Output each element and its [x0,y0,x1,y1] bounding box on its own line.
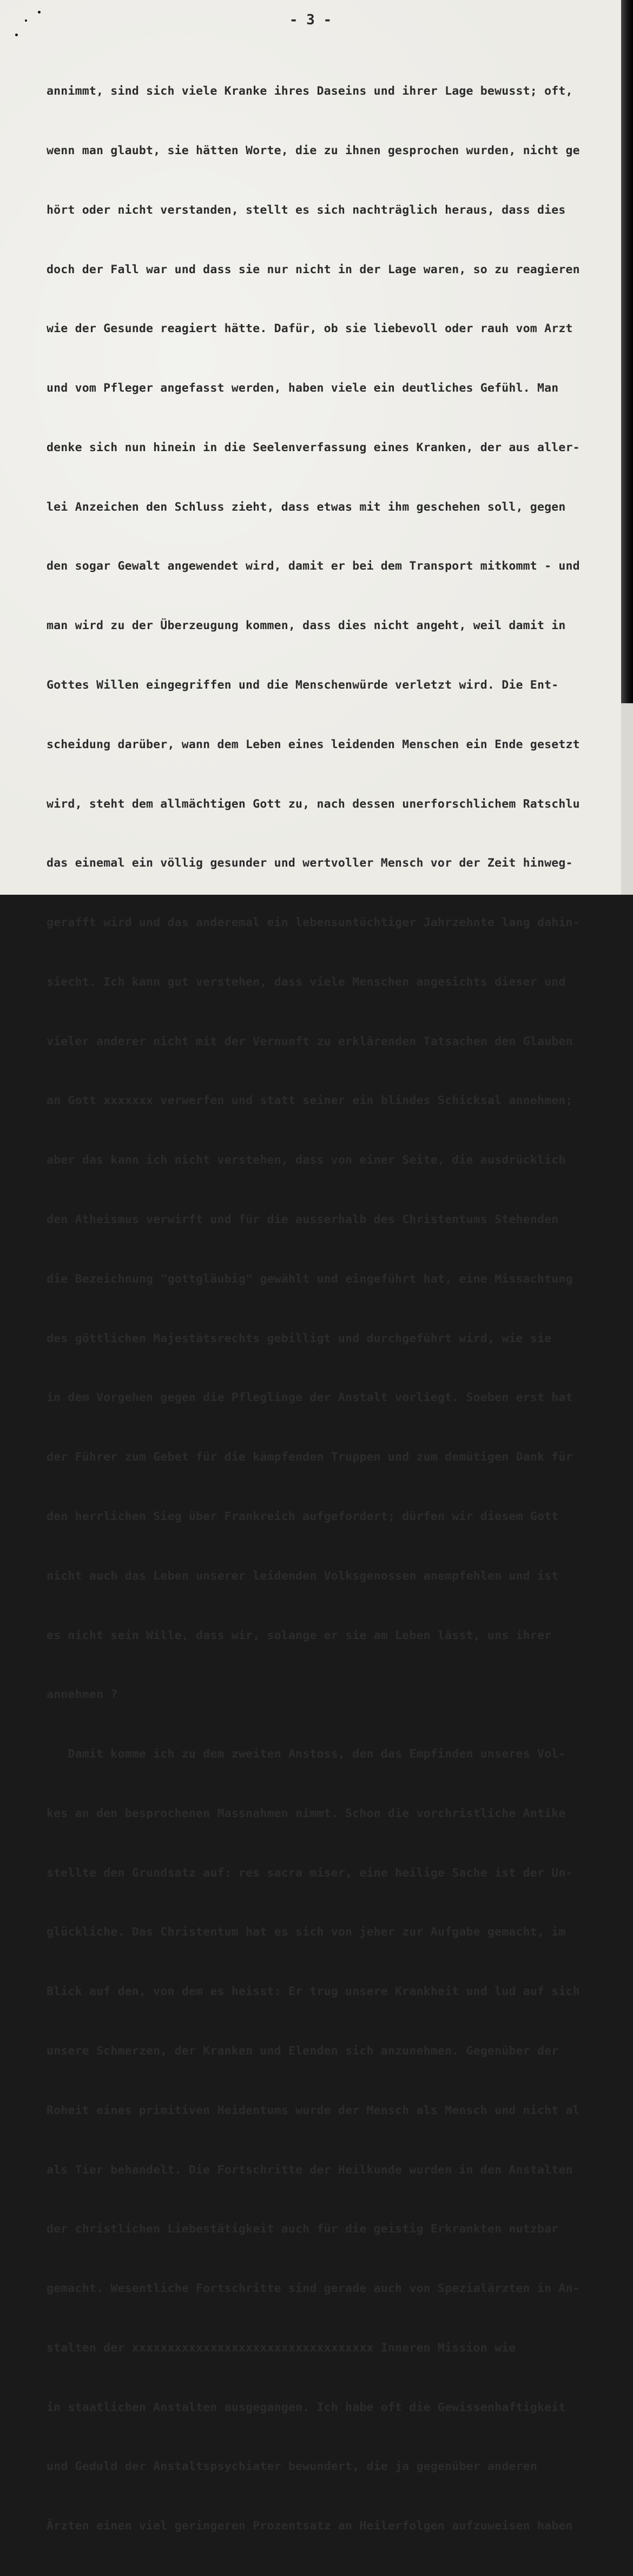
page-number: - 3 - [289,12,332,28]
text-line: nicht auch das Leben unserer leidenden Volksgenossen anempfehlen und ist [47,1569,559,1583]
typewritten-text [47,42,620,2576]
text-line: das einemal ein völlig gesunder und wertvoller Mensch vor der Zeit hinweg- [47,856,573,870]
text-line: gerafft wird und das anderemal ein lebensuntüchtiger Jahrzehnte lang dahin- [47,916,580,930]
text-line: als Tier behandelt. Die Fortschritte der Heilkunde wurden in den Anstalten [47,2163,573,2177]
scan-edge-paper [621,703,633,895]
text-line: den sogar Gewalt angewendet wird, damit er bei dem Transport mitkommt - und [47,559,580,573]
text-line: scheidung darüber, wann dem Leben eines leidenden Menschen ein Ende gesetzt [47,737,580,751]
text-line: doch der Fall war und dass sie nur nicht in der Lage waren, so zu reagieren [47,262,580,276]
text-line: wie der Gesunde reagiert hätte. Dafür, ob sie liebevoll oder rauh vom Arzt [47,322,573,336]
text-line: annehmen ? [47,1688,118,1702]
text-line: wenn man glaubt, sie hätten Worte, die zu ihnen gesprochen wurden, nicht ge [47,143,580,157]
text-line: Damit komme ich zu dem zweiten Anstoss, den das Empfinden unseres Vol- [47,1747,566,1761]
text-line: Gottes Willen eingegriffen und die Menschenwürde verletzt wird. Die Ent- [47,678,559,692]
text-line: es nicht sein Wille, dass wir, solange er sie am Leben lässt, uns ihrer [47,1628,552,1642]
text-line: in staatlichen Anstalten ausgegangen. Ich habe oft die Gewissenhaftigkeit [47,2400,566,2414]
text-line: stalten der xxxxxxxxxxxxxxxxxxxxxxxxxxxxxxxxxx Inneren Mission wie [47,2341,516,2355]
text-line: und vom Pfleger angefasst werden, haben viele ein deutliches Gefühl. Man [47,381,559,395]
text-line: unsere Schmerzen, der Kranken und Elenden sich anzunehmen. Gegenüber der [47,2044,559,2058]
text-line: stellte den Grundsatz auf: res sacra miser, eine heilige Sache ist der Un- [47,1866,573,1880]
stray-mark [15,34,18,36]
text-line: Blick auf den, von dem es heisst: Er trug unsere Krankheit und lud auf sich [47,1985,580,1999]
text-line: in dem Vorgehen gegen die Pfleglinge der Anstalt vorliegt. Soeben erst hat [47,1391,573,1405]
text-line: lei Anzeichen den Schluss zieht, dass etwas mit ihm geschehen soll, gegen [47,500,566,514]
text-line: wird, steht dem allmächtigen Gott zu, nach dessen unerforschlichem Ratschlu [47,797,580,811]
text-line: und Geduld der Anstaltspsychiater bewundert, die ja gegenüber anderen [47,2460,537,2474]
text-line: glückliche. Das Christentum hat es sich von jeher zur Aufgabe gemacht, im [47,1925,566,1939]
text-line: denke sich nun hinein in die Seelenverfassung eines Kranken, der aus aller- [47,440,580,454]
text-line: annimmt, sind sich viele Kranke ihres Daseins und ihrer Lage bewusst; oft, [47,84,573,98]
text-line: der Führer zum Gebet für die kämpfenden Truppen und zum demütigen Dank für [47,1450,573,1464]
text-line: gemacht. Wesentliche Fortschritte sind gerade auch von Spezialärzten in An- [47,2282,580,2296]
text-line: der christlichen Liebestätigkeit auch für die geistig Erkrankten nutzbar [47,2222,559,2236]
text-line: siecht. Ich kann gut verstehen, dass viele Menschen angesichts dieser und [47,975,566,989]
text-line: man wird zu der Überzeugung kommen, dass dies nicht angeht, weil damit in [47,619,566,633]
text-line: den Atheismus verwirft und für die ausserhalb des Christentums Stehenden [47,1213,559,1227]
text-line: aber das kann ich nicht verstehen, dass von einer Seite, die ausdrücklich [47,1153,566,1167]
text-line: des göttlichen Majestätsrechts gebilligt und durchgeführt wird, wie sie [47,1331,552,1345]
text-line: an Gott xxxxxxx verwerfen und statt seiner ein blindes Schicksal annehmen; [47,1094,573,1108]
text-line: Roheit eines primitiven Heidentums wurde der Mensch als Mensch und nicht al [47,2103,580,2117]
text-line: Ärzten einen viel geringeren Prozentsatz an Heilerfolgen aufzuweisen haben [47,2519,573,2533]
text-line: den herrlichen Sieg über Frankreich aufgefordert; dürfen wir diesem Gott [47,1509,559,1523]
text-line: die Bezeichnung "gottgläubig" gewählt und eingeführt hat, eine Missachtung [47,1272,573,1286]
text-line: vieler anderer nicht mit der Vernunft zu erklärenden Tatsachen den Glauben [47,1034,573,1048]
text-line: hört oder nicht verstanden, stellt es sich nachträglich heraus, dass dies [47,203,566,217]
text-line: kes an den besprochenen Massnahmen nimmt. Schon die vorchristliche Antike [47,1806,566,1820]
